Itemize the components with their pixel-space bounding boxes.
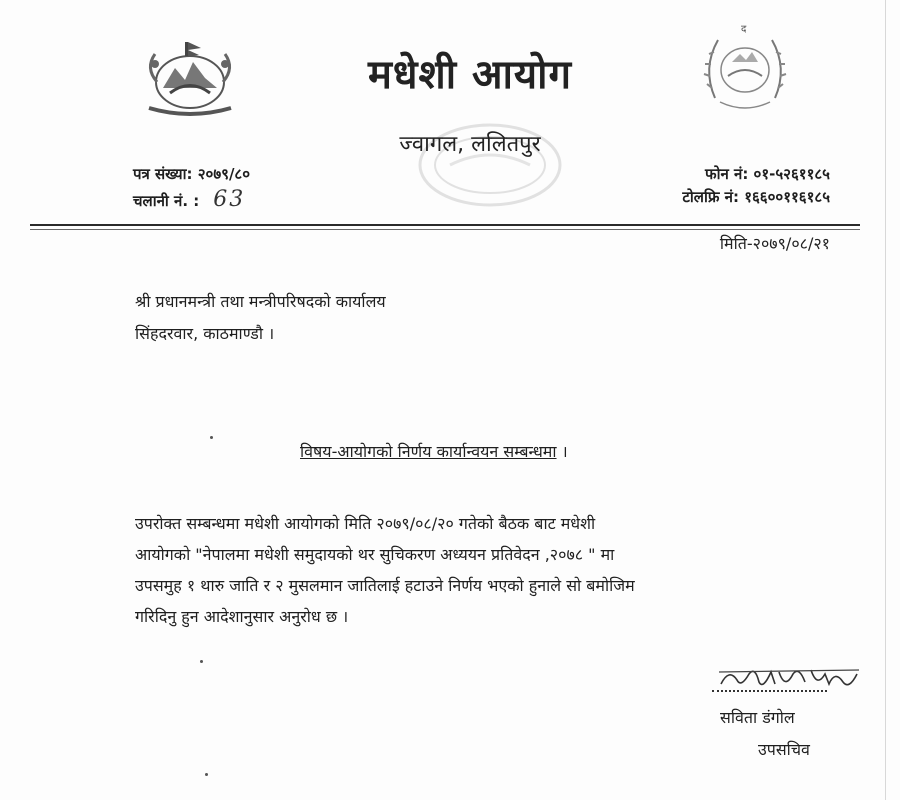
header-divider-thin (30, 229, 860, 230)
scan-speck (205, 773, 208, 776)
body-line: उपरोक्त सम्बन्धमा मधेशी आयोगको मिति २०७९/०८/२० गतेको बैठक बाट मधेशी (135, 514, 596, 533)
scan-speck (200, 660, 203, 663)
signature-line (712, 690, 827, 692)
recipient-address: सिंहदरवार, काठमाण्डौ । (135, 324, 275, 343)
signer-title: उपसचिव (758, 740, 810, 759)
scan-edge (885, 0, 886, 800)
svg-text:द: द (741, 24, 747, 35)
body-line: गरिदिनु हुन आदेशानुसार अनुरोध छ । (135, 607, 349, 626)
recipient-office: श्री प्रधानमन्त्री तथा मन्त्रीपरिषदको कार्यालय (135, 292, 386, 311)
letter-number: पत्र संख्या: २०७९/८० (133, 165, 251, 183)
subject-text: विषय-आयोगको निर्णय कार्यान्वयन सम्बन्धमा (300, 442, 557, 461)
phone-number: फोन नं: ०१-५२६११८५ (705, 165, 830, 183)
subject-line (300, 440, 568, 462)
scan-speck (210, 436, 213, 439)
organization-title: मधेशी आयोग (368, 52, 572, 98)
dispatch-number-value: 63 (213, 187, 246, 212)
subject-suffix: । (561, 442, 568, 461)
organization-address: ज्वागल, ललितपुर (399, 132, 541, 157)
nepal-emblem-icon (135, 38, 245, 118)
letter-date: मिति-२०७९/०८/२१ (719, 234, 830, 253)
body-line: उपसमुह १ थारु जाति र २ मुसलमान जातिलाई हटाउने निर्णय भएको हुनाले सो बमोजिम (135, 576, 635, 595)
tollfree-number: टोलफ्रि नं: १६६००११६१८५ (682, 188, 830, 206)
commission-seal-icon (700, 18, 790, 118)
body-line: आयोगको "नेपालमा मधेशी समुदायको थर सुचिकरण अध्ययन प्रतिवेदन ,२०७८ " मा (135, 545, 615, 564)
dispatch-number-label: चलानी नं. : (133, 192, 200, 210)
signer-name: सविता डंगोल (720, 708, 795, 727)
letter-body (135, 508, 835, 632)
dispatch-number (133, 187, 245, 212)
header-divider (30, 224, 860, 226)
